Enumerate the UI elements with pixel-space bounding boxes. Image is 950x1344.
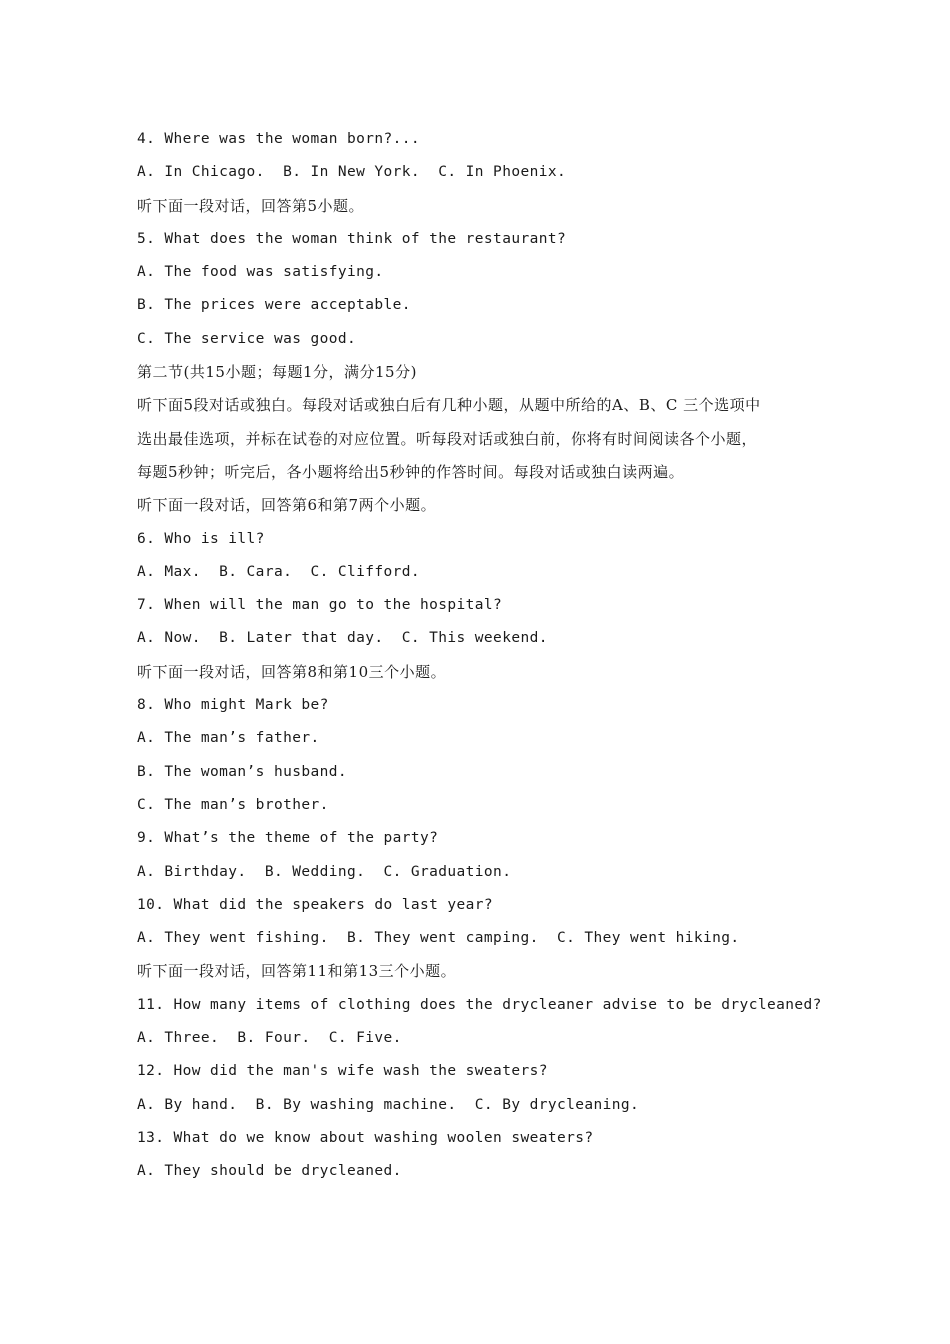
option-8a: A. The man’s father. <box>137 730 320 747</box>
section-heading: 第二节(共15小题；每题1分，满分15分) <box>137 363 417 382</box>
question-12: 12. How did the man's wife wash the sweaters? <box>137 1063 548 1080</box>
option-5a: A. The food was satisfying. <box>137 264 384 281</box>
options-11: A. Three. B. Four. C. Five. <box>137 1030 402 1047</box>
instruction-para-3: 每题5秒钟；听完后，各小题将给出5秒钟的作答时间。每段对话或独白读两遍。 <box>137 462 685 481</box>
option-8b: B. The woman’s husband. <box>137 763 347 780</box>
options-7: A. Now. B. Later that day. C. This weekend. <box>137 630 548 647</box>
instruction-q6-7: 听下面一段对话，回答第6和第7两个小题。 <box>137 496 437 515</box>
option-8c: C. The man’s brother. <box>137 796 329 813</box>
question-4: 4. Where was the woman born?... <box>137 131 421 147</box>
option-13a: A. They should be drycleaned. <box>137 1163 402 1180</box>
instruction-para-2: 选出最佳选项，并标在试卷的对应位置。听每段对话或独白前，你将有时间阅读各个小题， <box>137 429 758 448</box>
options-9: A. Birthday. B. Wedding. C. Graduation. <box>137 863 512 880</box>
question-9: 9. What’s the theme of the party? <box>137 830 439 847</box>
question-11: 11. How many items of clothing does the drycleaner advise to be drycleaned? <box>137 996 822 1013</box>
question-7: 7. When will the man go to the hospital? <box>137 597 503 614</box>
question-5: 5. What does the woman think of the restaurant? <box>137 230 567 247</box>
options-10: A. They went fishing. B. They went camping. C. They went hiking. <box>137 930 740 947</box>
question-6: 6. Who is ill? <box>137 530 265 547</box>
options-4: A. In Chicago. B. In New York. C. In Phoenix. <box>137 164 567 181</box>
option-5b: B. The prices were acceptable. <box>137 297 411 314</box>
option-5c: C. The service was good. <box>137 330 357 347</box>
options-12: A. By hand. B. By washing machine. C. By drycleaning. <box>137 1096 640 1113</box>
instruction-para-1: 听下面5段对话或独白。每段对话或独白后有几种小题，从题中所给的A、B、C 三个选项中 <box>137 396 761 415</box>
instruction-q8-10: 听下面一段对话，回答第8和第10三个小题。 <box>137 662 447 681</box>
question-10: 10. What did the speakers do last year? <box>137 896 494 913</box>
exam-page <box>137 123 827 1189</box>
instruction-q5: 听下面一段对话，回答第5小题。 <box>137 196 365 215</box>
options-6: A. Max. B. Cara. C. Clifford. <box>137 563 421 580</box>
instruction-q11-13: 听下面一段对话，回答第11和第13三个小题。 <box>137 962 457 981</box>
question-8: 8. Who might Mark be? <box>137 697 329 714</box>
question-13: 13. What do we know about washing woolen sweaters? <box>137 1129 594 1146</box>
